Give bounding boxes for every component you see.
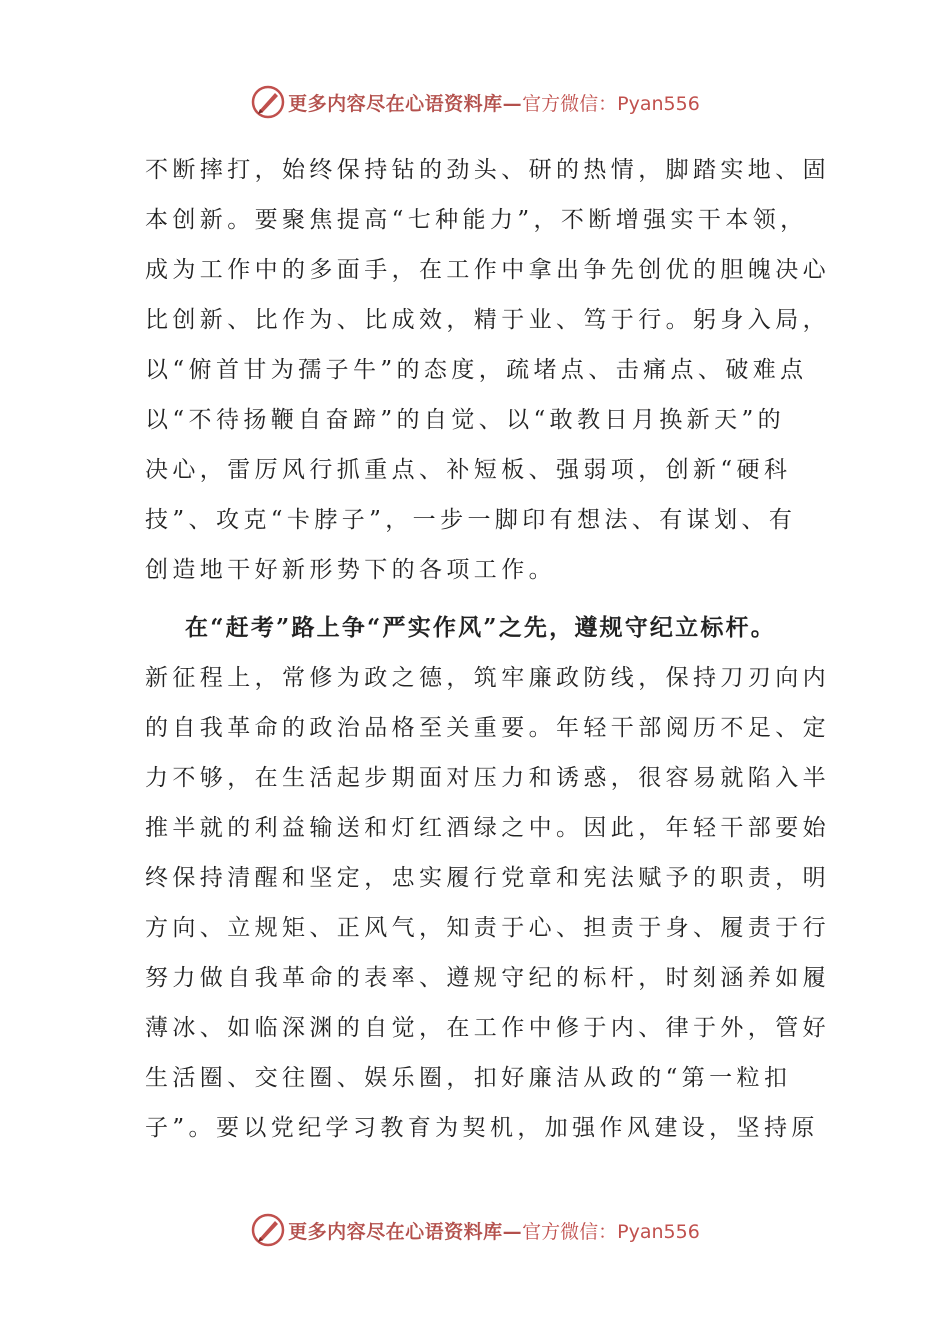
text-line: 薄冰、如临深渊的自觉，在工作中修于内、律于外，管好 bbox=[145, 1015, 830, 1041]
text-line: 的自我革命的政治品格至关重要。年轻干部阅历不足、定 bbox=[145, 715, 830, 741]
text-line: 不断摔打，始终保持钻的劲头、研的热情，脚踏实地、固 bbox=[145, 157, 830, 183]
text-line: 本创新。要聚焦提高“七种能力”，不断增强实干本领， bbox=[145, 207, 808, 233]
text-line: 以“俯首甘为孺子牛”的态度，疏堵点、击痛点、破难点 bbox=[145, 357, 808, 383]
text-line: 技”、攻克“卡脖子”，一步一脚印有想法、有谋划、有 bbox=[145, 507, 797, 533]
text-line: 力不够，在生活起步期面对压力和诱惑，很容易就陷入半 bbox=[145, 765, 830, 791]
text-line: 终保持清醒和坚定，忠实履行党章和宪法赋予的职责，明 bbox=[145, 865, 830, 891]
pen-logo-icon bbox=[250, 1212, 286, 1248]
text-line: 推半就的利益输送和灯红酒绿之中。因此，年轻干部要始 bbox=[145, 815, 830, 841]
text-line: 努力做自我革命的表率、遵规守纪的标杆，时刻涵养如履 bbox=[145, 965, 830, 991]
banner-wechat: 官方微信：Pyan556 bbox=[522, 92, 700, 115]
banner-wechat: 官方微信：Pyan556 bbox=[522, 1220, 700, 1243]
header-watermark-banner bbox=[0, 82, 950, 122]
banner-title: 更多内容尽在心语资料库— bbox=[288, 92, 523, 115]
text-line: 新征程上，常修为政之德，筑牢廉政防线，保持刀刃向内 bbox=[145, 665, 830, 691]
document-body bbox=[145, 145, 830, 1153]
text-line: 子”。要以党纪学习教育为契机，加强作风建设，坚持原 bbox=[145, 1115, 819, 1141]
footer-watermark-banner bbox=[0, 1210, 950, 1250]
banner-title: 更多内容尽在心语资料库— bbox=[288, 1220, 523, 1243]
pen-logo-icon bbox=[250, 84, 286, 120]
text-line: 成为工作中的多面手，在工作中拿出争先创优的胆魄决心 bbox=[145, 257, 830, 283]
text-line: 生活圈、交往圈、娱乐圈，扣好廉洁从政的“第一粒扣 bbox=[145, 1065, 792, 1091]
text-line: 方向、立规矩、正风气，知责于心、担责于身、履责于行 bbox=[145, 915, 830, 941]
section-heading: 在“赶考”路上争“严实作风”之先，遵规守纪立标杆。 bbox=[185, 614, 776, 641]
text-line: 以“不待扬鞭自奋蹄”的自觉、以“敢教日月换新天”的 bbox=[145, 407, 786, 433]
text-line: 决心，雷厉风行抓重点、补短板、强弱项，创新“硬科 bbox=[145, 457, 792, 483]
text-line: 比创新、比作为、比成效，精于业、笃于行。躬身入局， bbox=[145, 307, 830, 333]
text-line: 创造地干好新形势下的各项工作。 bbox=[145, 557, 556, 583]
